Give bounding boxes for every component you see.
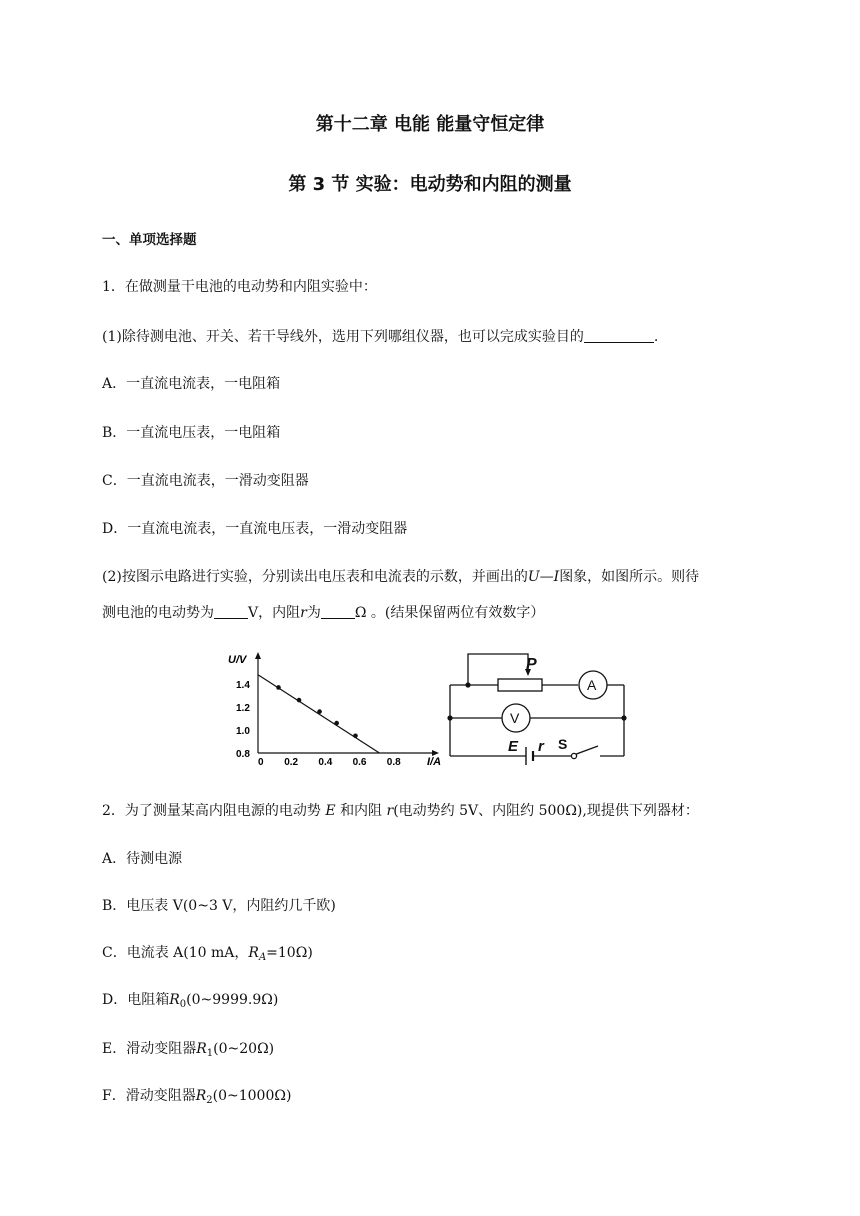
q1-stem: 1．在做测量干电池的电动势和内阻实验中： bbox=[102, 279, 377, 295]
answer-blank bbox=[584, 328, 654, 343]
label-v: V bbox=[510, 710, 520, 726]
data-point bbox=[334, 721, 339, 726]
label-a: A bbox=[587, 677, 597, 693]
data-point bbox=[317, 709, 322, 714]
circuit-diagram bbox=[440, 648, 640, 772]
junction-dot bbox=[465, 682, 470, 687]
answer-blank bbox=[321, 604, 355, 619]
junction-dot bbox=[447, 715, 452, 720]
q1-option-a: A．一直流电流表，一电阻箱 bbox=[102, 376, 281, 392]
x-tick-label: 0.2 bbox=[284, 757, 299, 768]
q1-option-d: D．一直流电流表，一直流电压表，一滑动变阻器 bbox=[102, 521, 408, 537]
q1-sub2-line2: 测电池的电动势为 V，内阻r为 Ω 。(结果保留两位有效数字） bbox=[102, 605, 545, 621]
label-r: r bbox=[538, 738, 544, 755]
data-point bbox=[276, 685, 281, 690]
q1-option-c: C．一直流电流表，一滑动变阻器 bbox=[102, 473, 309, 489]
label-s: S bbox=[558, 736, 568, 752]
q2-stem: 2．为了测量某高内阻电源的电动势 E 和内阻 r(电动势约 5V、内阻约 500Ω),现提供下列器材： bbox=[102, 803, 699, 819]
y-axis-label: U/V bbox=[228, 654, 247, 666]
y-tick-label: 1.2 bbox=[236, 703, 250, 714]
x-tick-label: 0 bbox=[258, 757, 264, 768]
q2-option-a: A．待测电源 bbox=[102, 851, 183, 867]
data-point bbox=[353, 733, 358, 738]
section-title: 第 3 节 实验：电动势和内阻的测量 bbox=[288, 174, 572, 195]
chapter-title: 第十二章 电能 能量守恒定律 bbox=[315, 114, 545, 135]
switch-contact bbox=[571, 753, 576, 758]
answer-blank bbox=[214, 604, 248, 619]
x-tick-label: 0.8 bbox=[386, 757, 401, 768]
part-heading: 一、单项选择题 bbox=[102, 232, 197, 248]
data-point bbox=[297, 698, 302, 703]
q1-sub2-line1: (2)按图示电路进行实验，分别读出电压表和电流表的示数，并画出的U—I图象，如图所示。则待 bbox=[102, 569, 700, 585]
q2-option-d: D．电阻箱$R_0(0\sim 9999.9\Omega)$ bbox=[102, 992, 279, 1010]
u-i-graph bbox=[222, 650, 452, 775]
junction-dot bbox=[621, 715, 626, 720]
q2-option-e: E．滑动变阻器$R_1(0\sim 20\Omega)$ bbox=[102, 1041, 275, 1059]
x-tick-label: 0.4 bbox=[318, 757, 333, 768]
rheostat bbox=[498, 679, 542, 691]
q2-option-b: B．电压表 V(0~3 V，内阻约几千欧) bbox=[102, 898, 336, 914]
q2-option-c: C．电流表 A(10 mA，$R_A=10\Omega$) bbox=[102, 945, 313, 963]
y-tick-label: 1.4 bbox=[236, 680, 250, 691]
q1-option-b: B．一直流电压表，一电阻箱 bbox=[102, 425, 281, 441]
y-tick-label: 0.8 bbox=[236, 749, 250, 760]
q1-sub1: (1)除待测电池、开关、若干导线外，选用下列哪组仪器，也可以完成实验目的 . bbox=[102, 329, 659, 345]
fit-line bbox=[258, 675, 379, 753]
label-p: P bbox=[526, 656, 537, 673]
x-axis-label: I/A bbox=[427, 756, 442, 768]
y-axis-arrow bbox=[255, 652, 261, 659]
label-e: E bbox=[508, 738, 519, 755]
x-tick-label: 0.6 bbox=[352, 757, 367, 768]
y-tick-label: 1.0 bbox=[236, 726, 250, 737]
q2-option-f: F．滑动变阻器$R_2(0\sim 1000\Omega)$ bbox=[102, 1088, 292, 1106]
